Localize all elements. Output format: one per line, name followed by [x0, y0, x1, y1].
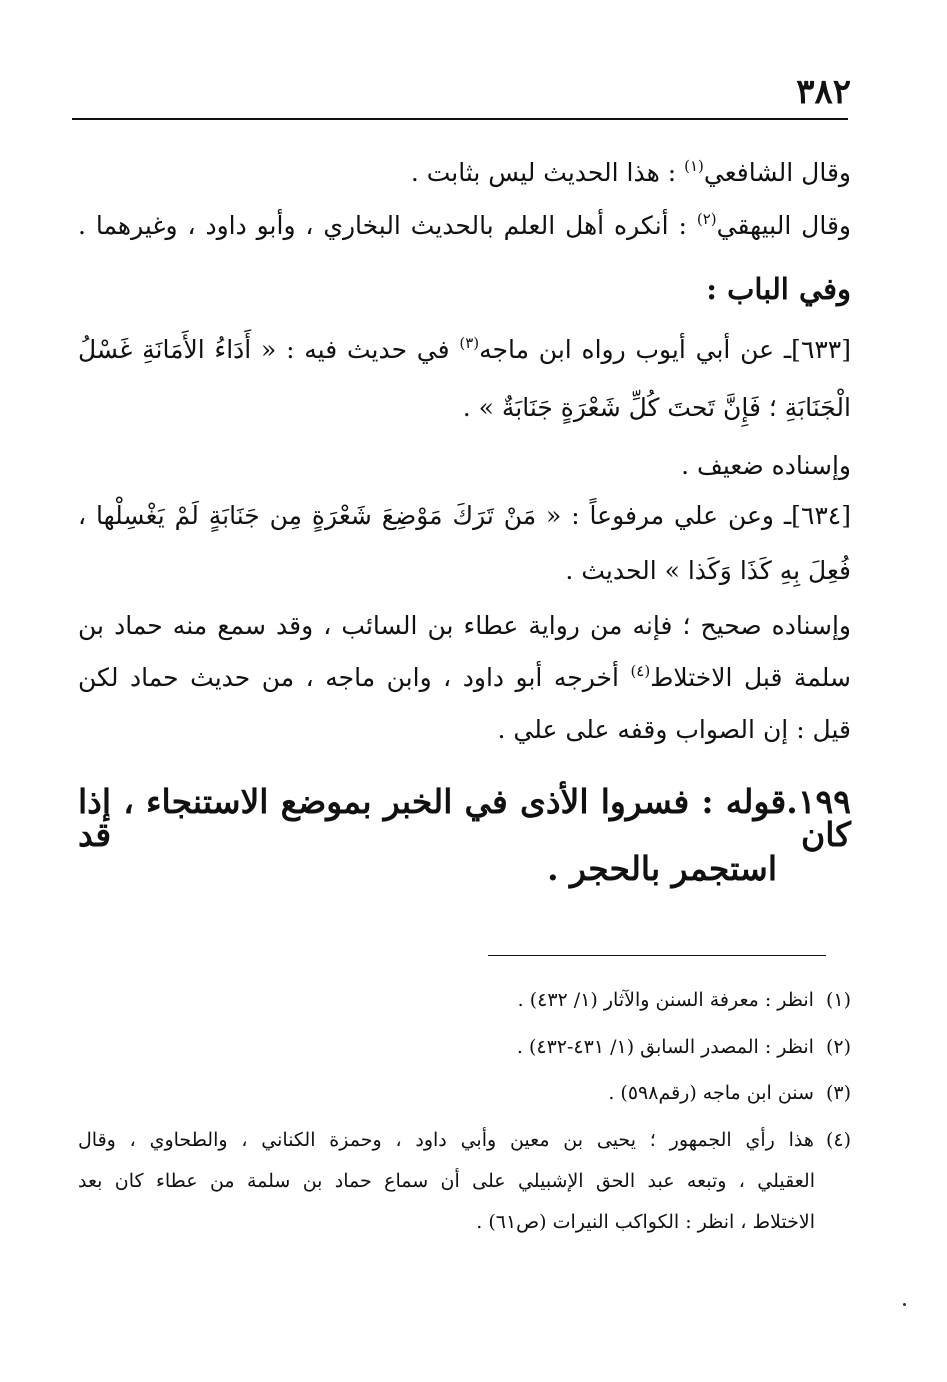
- footnote-3: (٣)سنن ابن ماجه (رقم٥٩٨) .: [608, 1082, 851, 1104]
- shafii-line: وقال الشافعي$^{(١)}$ : هذا الحديث ليس بثابت .: [410, 157, 851, 187]
- footnote-ref-1[interactable]: (١): [684, 157, 704, 175]
- header-rule: [72, 118, 848, 120]
- hadith-634-line1: [٦٣٤]ـ وعن علي مرفوعاً : « مَنْ تَرَكَ مَوْضِعَ شَعْرَةٍ مِن جَنَابَةٍ لَمْ يَغْسِلْها ،: [78, 501, 851, 530]
- bab-heading: وفي الباب :: [706, 272, 851, 306]
- footnote-ref-3[interactable]: (٣): [459, 334, 480, 352]
- footnote-1: (١)انظر : معرفة السنن والآثار (١/ ٤٣٢) .: [517, 989, 851, 1011]
- footnote-ref-2[interactable]: (٢): [696, 210, 717, 228]
- isnad-line1: وإسناده صحيح ؛ فإنه من رواية عطاء بن السائب ، وقد سمع منه حماد بن: [78, 611, 851, 640]
- footnote-2: (٢)انظر : المصدر السابق (١/ ٤٣١-٤٣٢) .: [516, 1036, 851, 1058]
- footnote-rule: [488, 955, 826, 956]
- bayhaqi-line: وقال البيهقي$^{(٢)}$ : أنكره أهل العلم بالحديث البخاري ، وأبو داود ، وغيرهما .: [78, 210, 851, 240]
- page-number: ٣٨٢: [796, 72, 851, 112]
- section-heading-line2: استجمر بالحجر .: [547, 849, 777, 888]
- speck-mark: [903, 1303, 906, 1306]
- footnote-4-line2: العقيلي ، وتبعه عبد الحق الإشبيلي على أن سماع حماد بن سلمة من عطاء كان بعد: [78, 1170, 815, 1192]
- footnote-4: (٤)هذا رأي الجمهور ؛ يحيى بن معين وأبي داود ، وحمزة الكناني ، والطحاوي ، وقال: [78, 1129, 851, 1151]
- hadith-634-line2: فُعِلَ بِهِ كَذَا وَكَذا » الحديث .: [565, 556, 851, 585]
- footnote-ref-4[interactable]: (٤): [630, 662, 651, 680]
- hadith-633-line2: الْجَنَابَةِ ؛ فَإِنَّ تَحتَ كُلِّ شَعْرَةٍ جَنَابَةٌ » .: [462, 393, 851, 422]
- hadith-633-line1: [٦٣٣]ـ عن أبي أيوب رواه ابن ماجه$^{(٣)}$ في حديث فيه : « أَدَاءُ الأَمَانَةِ غَسْلُ: [78, 334, 851, 364]
- footnote-4-line3: الاختلاط ، انظر : الكواكب النيرات (ص٦١) .: [476, 1211, 815, 1233]
- isnad-line2: سلمة قبل الاختلاط$^{(٤)}$ أخرجه أبو داود ، وابن ماجه ، من حديث حماد لكن: [78, 662, 851, 692]
- section-heading-line1: ١٩٩.قوله : فسروا الأذى في الخبر بموضع الاستنجاء ، إذا كان قد: [78, 782, 851, 854]
- isnad-line3: قيل : إن الصواب وقفه على علي .: [497, 715, 851, 744]
- hadith-633-isnad: وإسناده ضعيف .: [681, 451, 851, 480]
